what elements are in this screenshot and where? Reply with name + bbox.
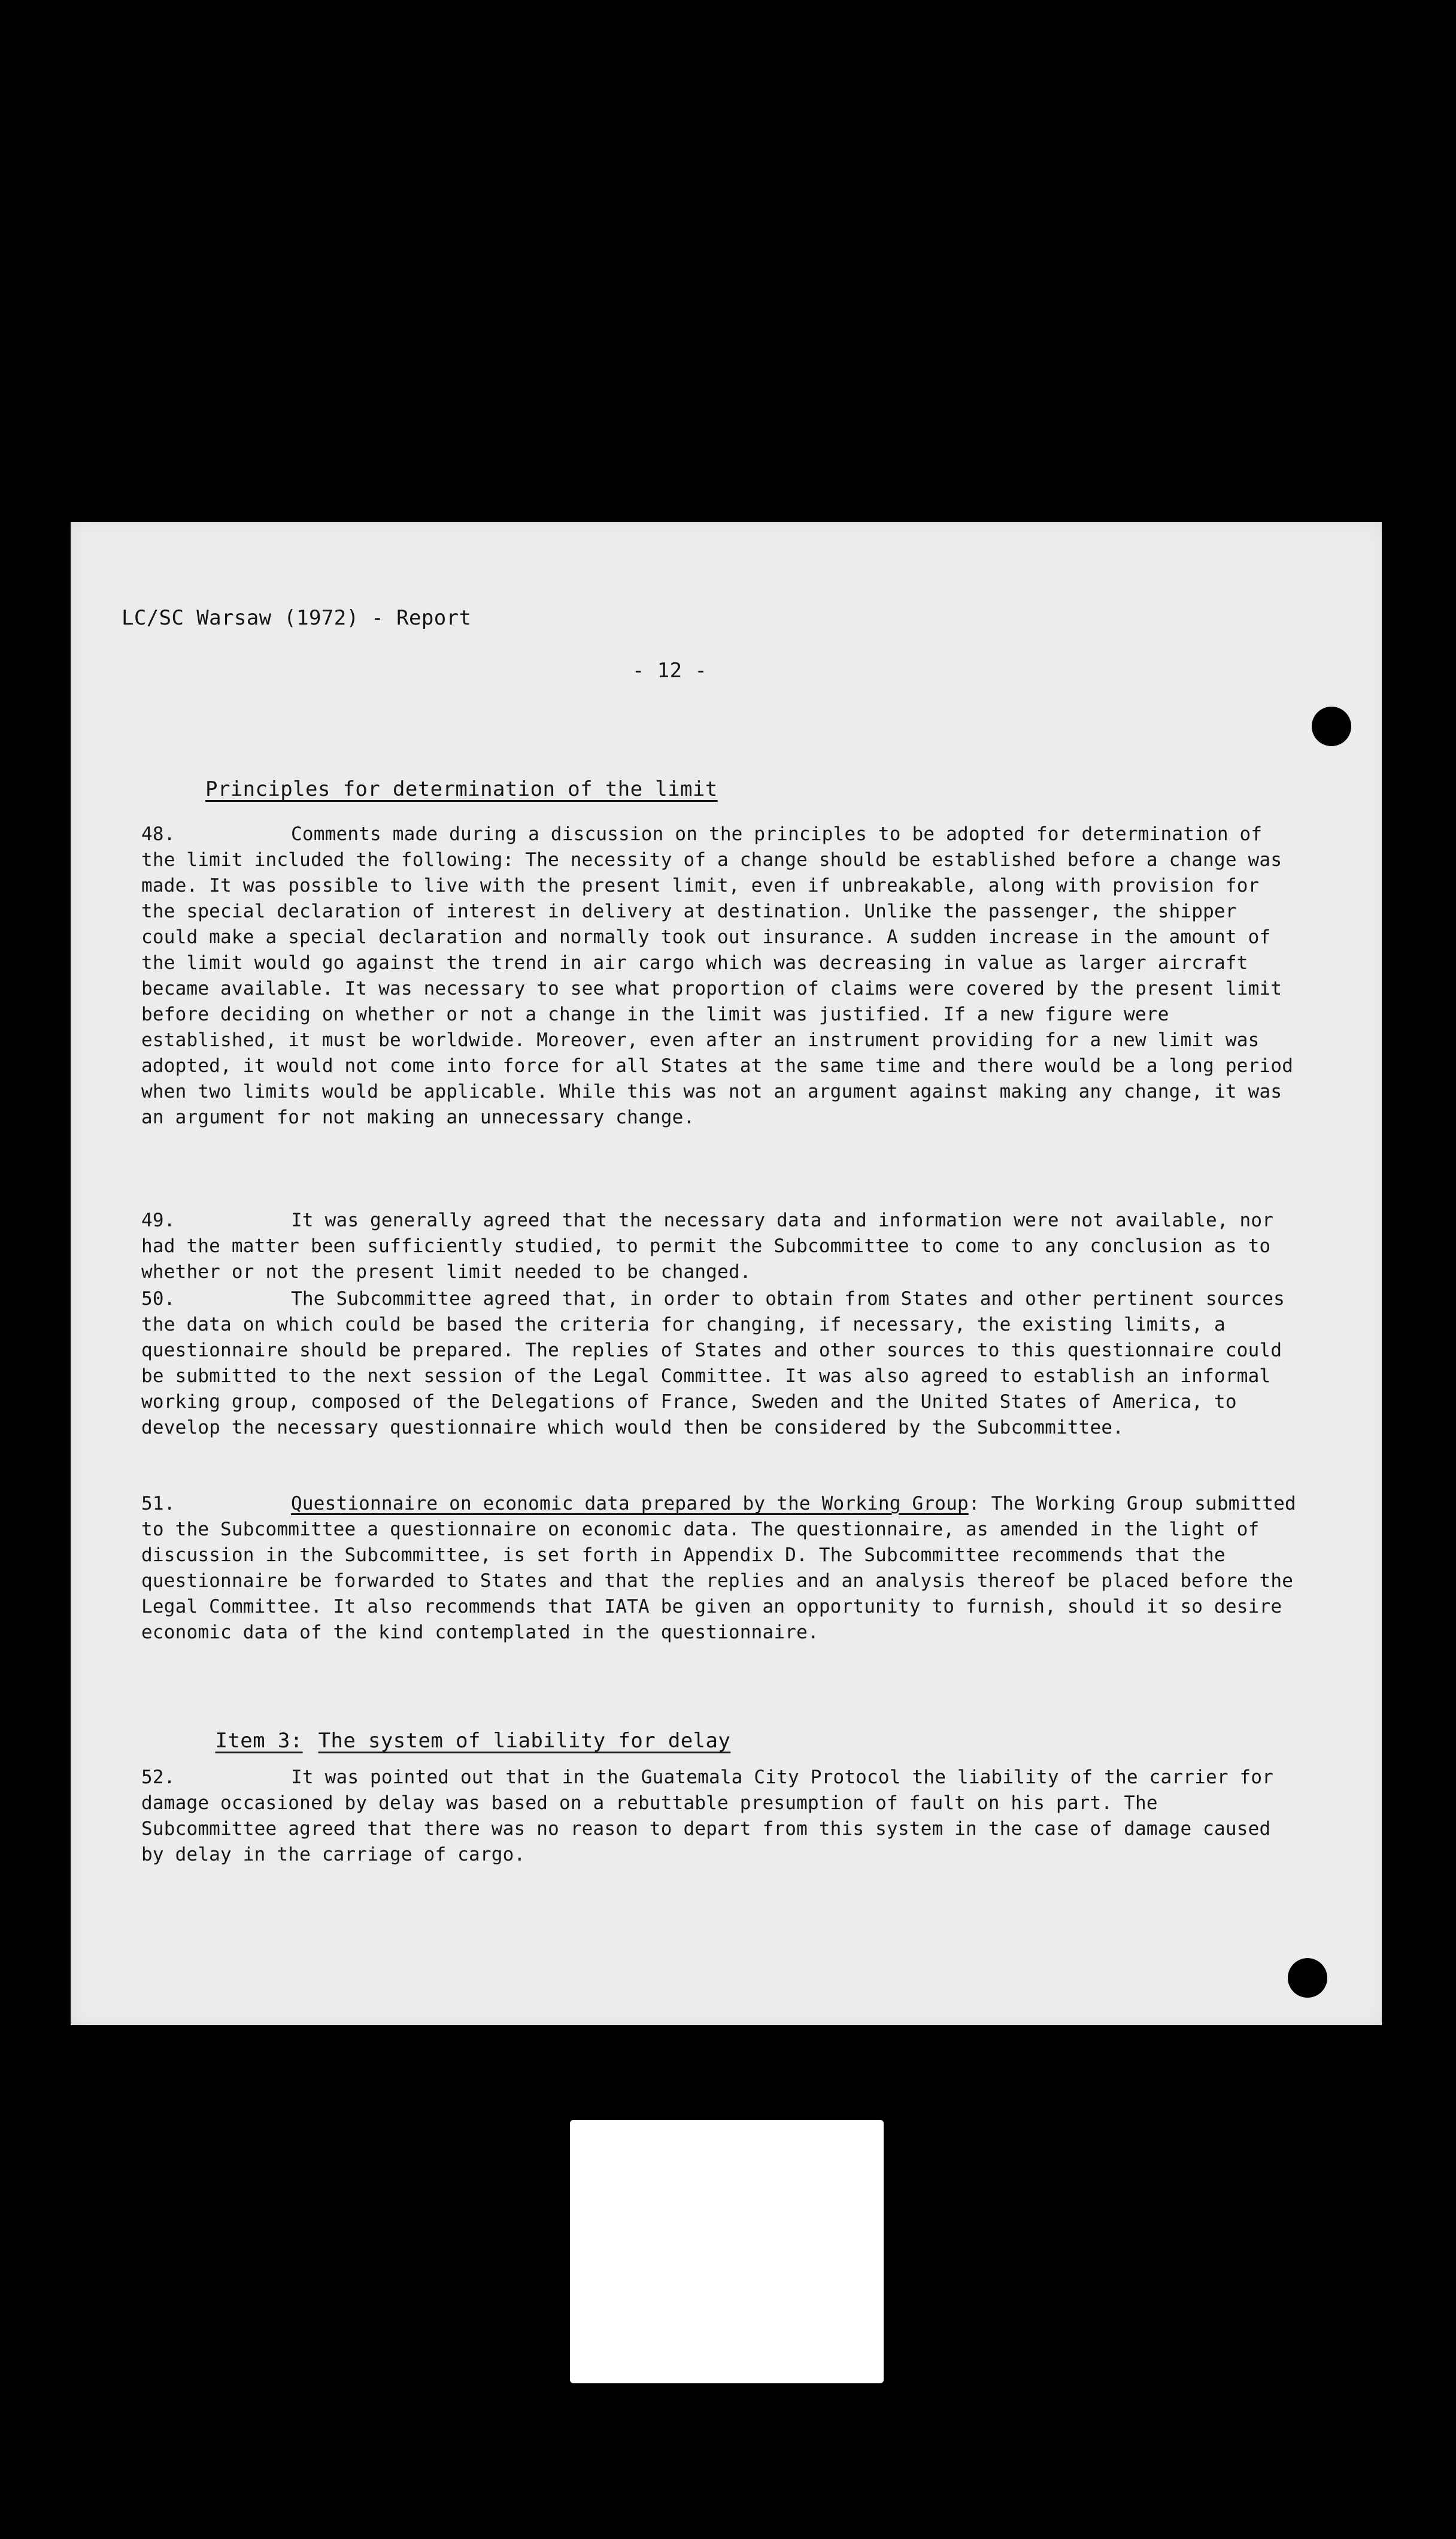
- paragraph-text: The Subcommittee agreed that, in order to obtain from States and other pertinent sources the data on which could be based the criteria for changing, if necessary, the existing limits, a questionnaire should be prepared. The replies of States and other sources to this questionnaire could be submitted to the next session of the Legal Committee. It was also agreed to establish an informal working group, composed of the Delegations of France, Sweden and the United States of America, to develop the necessary questionnaire which would then be considered by the Subcommittee.: [141, 1288, 1285, 1438]
- paragraph-number: 52.: [141, 1767, 175, 1788]
- paragraph-text: Comments made during a discussion on the principles to be adopted for determination of the limit included the following: The necessity of a change should be established before a change was made. It was possible to live with the present limit, even if unbreakable, along with provision for the special declaration of interest in delivery at destination. Unlike the passenger, the shipper could make a special declaration and normally took out insurance. A sudden increase in the amount of the limit would go against the trend in air cargo which was decreasing in value as larger aircraft became available. It was necessary to see what proportion of claims were covered by the present limit before deciding on whether or not a change in the limit was justified. If a new figure were established, it must be worldwide. Moreover, even after an instrument providing for a new limit was adopted, it would not come into force for all States at the same time and there would be a long period when two limits would be applicable. While this was not an argument against making any change, it was an argument for not making an unnecessary change.: [141, 823, 1294, 1128]
- paragraph-number: 50.: [141, 1288, 175, 1310]
- page-number: - 12 -: [632, 659, 708, 683]
- paragraph-50: [141, 1286, 1300, 1441]
- paragraph-51-title: Questionnaire on economic data prepared by the Working Group: [291, 1493, 969, 1514]
- paragraph-49: [141, 1208, 1300, 1285]
- paragraph-52: [141, 1765, 1300, 1868]
- paragraph-text: It was generally agreed that the necessary data and information were not available, nor had the matter been sufficiently studied, to permit the Subcommittee to come to any conclusion as to whether or not the present limit needed to be changed.: [141, 1210, 1274, 1283]
- paragraph-number: 48.: [141, 823, 175, 845]
- item-3-title: The system of liability for delay: [318, 1729, 731, 1753]
- section-heading-principles: Principles for determination of the limit: [205, 777, 718, 801]
- item-3-label: Item 3:: [215, 1729, 303, 1753]
- document-page: [71, 522, 1382, 2025]
- document-header-reference: LC/SC Warsaw (1972) - Report: [122, 606, 472, 630]
- paragraph-text: It was pointed out that in the Guatemala City Protocol the liability of the carrier for damage occasioned by delay was based on a rebuttable presumption of fault on his part. The Subcommittee agreed that there was no reason to depart from this system in the case of damage caused by delay in the carriage of cargo.: [141, 1767, 1274, 1865]
- paragraph-text: The Working Group submitted to the Subcommittee a questionnaire on economic data. The questionnaire, as amended in the light of discussion in the Subcommittee, is set forth in Appendix D. The Subcommittee recommends that the questionnaire be forwarded to States and that the replies and an analysis thereof be placed before the Legal Committee. It also recommends that IATA be given an opportunity to furnish, should it so desire economic data of the kind contemplated in the questionnaire.: [141, 1493, 1296, 1643]
- punch-hole-bottom: [1288, 1958, 1327, 1998]
- paragraph-number: 49.: [141, 1210, 175, 1231]
- paragraph-48: [141, 822, 1300, 1131]
- punch-hole-top: [1312, 707, 1351, 746]
- paragraph-51: 51. Questionnaire on economic data prepared by the Working Group: The Working Group submitted to the Subcommittee a questionnaire on economic data. The questionnaire, as amended in the light of discussion in the Subcommittee, is set forth in Appendix D. The Subcommittee recommends that the questionnaire be forwarded to States and that the replies and an analysis thereof be placed before the Legal Committee. It also recommends that IATA be given an opportunity to furnish, should it so desire economic data of the kind contemplated in the questionnaire.: [141, 1491, 1300, 1646]
- paragraph-number: 51.: [141, 1493, 175, 1514]
- blank-card: [570, 2120, 884, 2383]
